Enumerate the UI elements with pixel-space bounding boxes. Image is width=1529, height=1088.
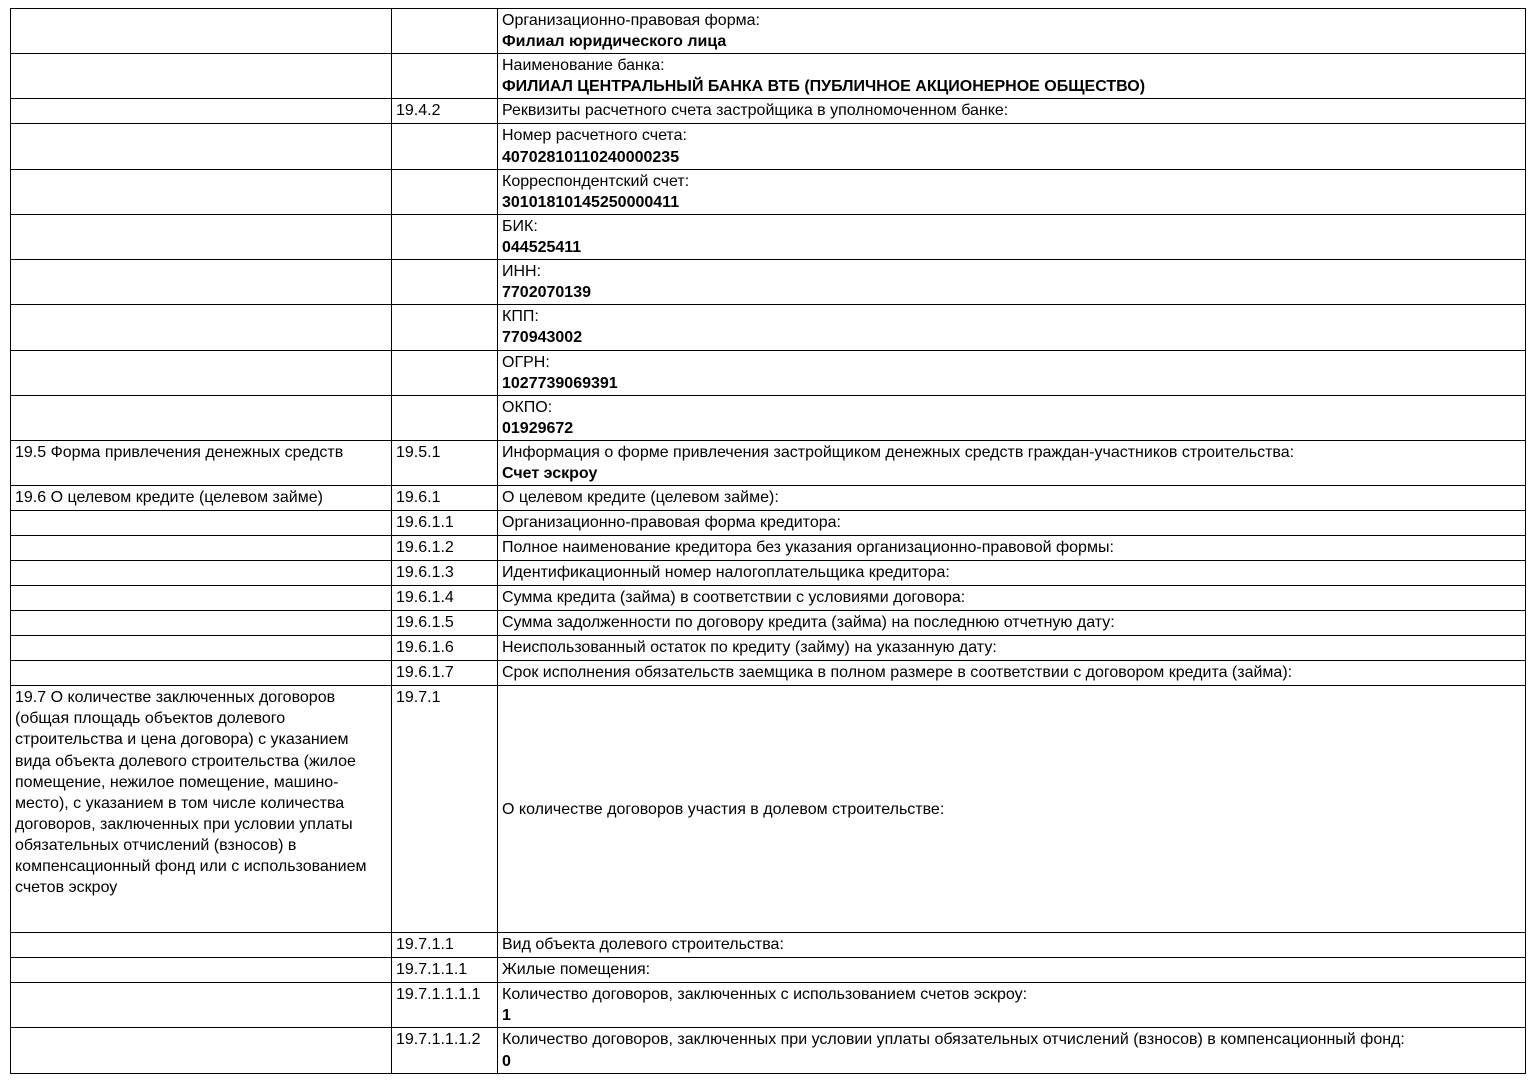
- table-row: [11, 305, 1526, 350]
- field-label: БИК:: [502, 217, 538, 235]
- table-row: [11, 661, 1526, 686]
- section-label: [11, 395, 392, 440]
- declaration-table: [10, 8, 1526, 1074]
- item-number: [392, 214, 498, 259]
- table-row: [11, 983, 1526, 1028]
- item-number: [392, 305, 498, 350]
- field-label: КПП:: [502, 308, 539, 326]
- table-row: [11, 124, 1526, 169]
- field-value: 0: [502, 1052, 511, 1070]
- table-body: [11, 9, 1526, 1074]
- item-content: [498, 440, 1526, 485]
- item-content: [498, 214, 1526, 259]
- item-number: 19.4.2: [392, 99, 498, 124]
- section-label: [11, 983, 392, 1028]
- table-row: [11, 586, 1526, 611]
- item-content: [498, 983, 1526, 1028]
- field-label: Информация о форме привлечения застройщиком денежных средств граждан-участников строительства:: [502, 443, 1295, 461]
- field-value: Счет эскроу: [502, 465, 598, 483]
- item-number: 19.6.1.1: [392, 511, 498, 536]
- item-number: 19.6.1.3: [392, 561, 498, 586]
- field-value: 044525411: [502, 238, 582, 256]
- table-row: [11, 536, 1526, 561]
- item-content: [498, 169, 1526, 214]
- item-number: [392, 169, 498, 214]
- field-value: ФИЛИАЛ ЦЕНТРАЛЬНЫЙ БАНКА ВТБ (ПУБЛИЧНОЕ АКЦИОНЕРНОЕ ОБЩЕСТВО): [502, 78, 1146, 96]
- item-number: 19.7.1: [392, 686, 498, 933]
- section-label: [11, 99, 392, 124]
- item-content: [498, 561, 1526, 586]
- table-row: [11, 958, 1526, 983]
- section-label: [11, 536, 392, 561]
- section-label: [11, 661, 392, 686]
- item-number: [392, 9, 498, 54]
- field-label: Организационно-правовая форма кредитора:: [502, 514, 841, 532]
- item-content: [498, 611, 1526, 636]
- field-label: Жилые помещения:: [502, 961, 651, 979]
- item-number: 19.6.1.5: [392, 611, 498, 636]
- item-content: [498, 99, 1526, 124]
- item-number: 19.5.1: [392, 440, 498, 485]
- item-content: [498, 54, 1526, 99]
- section-label: [11, 611, 392, 636]
- field-label: Полное наименование кредитора без указания организационно-правовой формы:: [502, 539, 1114, 557]
- item-number: 19.6.1.2: [392, 536, 498, 561]
- item-content: [498, 124, 1526, 169]
- item-content: [498, 511, 1526, 536]
- field-value: Филиал юридического лица: [502, 33, 727, 51]
- item-content: [498, 395, 1526, 440]
- field-label: Сумма кредита (займа) в соответствии с условиями договора:: [502, 589, 966, 607]
- field-value: 30101810145250000411: [502, 193, 680, 211]
- section-label: 19.6 О целевом кредите (целевом займе): [11, 486, 392, 511]
- table-row: [11, 636, 1526, 661]
- table-row: [11, 350, 1526, 395]
- item-number: [392, 395, 498, 440]
- section-label: [11, 636, 392, 661]
- field-value: 1: [502, 1007, 511, 1025]
- table-row: [11, 933, 1526, 958]
- section-label: [11, 933, 392, 958]
- table-row: [11, 1028, 1526, 1073]
- item-number: 19.7.1.1.1.2: [392, 1028, 498, 1073]
- item-number: 19.6.1.6: [392, 636, 498, 661]
- section-label: [11, 9, 392, 54]
- field-value: 01929672: [502, 419, 574, 437]
- section-label: [11, 124, 392, 169]
- table-row: [11, 511, 1526, 536]
- section-label: [11, 214, 392, 259]
- table-row: [11, 561, 1526, 586]
- table-row: [11, 99, 1526, 124]
- section-label: [11, 561, 392, 586]
- item-number: 19.7.1.1.1: [392, 958, 498, 983]
- item-content: [498, 305, 1526, 350]
- table-row: [11, 486, 1526, 511]
- item-content: [498, 350, 1526, 395]
- field-label: Наименование банка:: [502, 57, 665, 75]
- item-number: 19.7.1.1.1.1: [392, 983, 498, 1028]
- item-number: 19.7.1.1: [392, 933, 498, 958]
- field-value: 7702070139: [502, 284, 591, 302]
- field-value: 770943002: [502, 329, 583, 347]
- section-label: [11, 958, 392, 983]
- field-label: Реквизиты расчетного счета застройщика в уполномоченном банке:: [502, 102, 1009, 120]
- field-label: Количество договоров, заключенных с использованием счетов эскроу:: [502, 986, 1028, 1004]
- section-label: [11, 260, 392, 305]
- section-label: [11, 54, 392, 99]
- item-content: [498, 260, 1526, 305]
- item-content: [498, 958, 1526, 983]
- field-label: Срок исполнения обязательств заемщика в полном размере в соответствии с договором кредита (займа):: [502, 664, 1293, 682]
- field-label: Неиспользованный остаток по кредиту (займу) на указанную дату:: [502, 639, 997, 657]
- section-label: [11, 169, 392, 214]
- field-label: Организационно-правовая форма:: [502, 12, 760, 29]
- item-content: [498, 661, 1526, 686]
- field-label: О целевом кредите (целевом займе):: [502, 489, 779, 507]
- table-row: [11, 686, 1526, 933]
- section-label: 19.5 Форма привлечения денежных средств: [11, 440, 392, 485]
- table-row: [11, 395, 1526, 440]
- section-label: [11, 511, 392, 536]
- field-label: О количестве договоров участия в долевом строительстве:: [502, 800, 945, 818]
- table-row: [11, 54, 1526, 99]
- table-row: [11, 169, 1526, 214]
- table-row: [11, 440, 1526, 485]
- item-content: [498, 933, 1526, 958]
- section-label: [11, 586, 392, 611]
- item-content: [498, 586, 1526, 611]
- field-label: Количество договоров, заключенных при условии уплаты обязательных отчислений (взносов) в компенсационный фонд:: [502, 1031, 1405, 1049]
- field-value: 40702810110240000235: [502, 148, 680, 166]
- item-content: [498, 9, 1526, 54]
- table-row: [11, 611, 1526, 636]
- table-row: [11, 260, 1526, 305]
- item-number: [392, 260, 498, 305]
- field-label: Сумма задолженности по договору кредита (займа) на последнюю отчетную дату:: [502, 614, 1115, 632]
- field-label: ОГРН:: [502, 353, 550, 371]
- section-label: [11, 305, 392, 350]
- item-content: [498, 636, 1526, 661]
- section-label: [11, 1028, 392, 1073]
- field-label: Идентификационный номер налогоплательщика кредитора:: [502, 564, 950, 582]
- section-label: [11, 350, 392, 395]
- table-row: [11, 9, 1526, 54]
- field-label: Корреспондентский счет:: [502, 172, 690, 190]
- field-value: 1027739069391: [502, 374, 618, 392]
- field-label: ОКПО:: [502, 398, 553, 416]
- item-content: [498, 536, 1526, 561]
- item-number: [392, 54, 498, 99]
- field-label: Вид объекта долевого строительства:: [502, 936, 784, 954]
- item-content: [498, 686, 1526, 933]
- section-label: 19.7 О количестве заключенных договоров (общая площадь объектов долевого строительства и цена договора) с указанием вида объекта долевого строительства (жилое помещение, нежилое помещение, машино-место), с указанием в том числе количества договоров, заключенных при условии уплаты обязательных отчислений (взносов) в компенсационный фонд или с использованием счетов эскроу: [11, 686, 392, 933]
- field-label: ИНН:: [502, 263, 542, 281]
- item-number: 19.6.1.7: [392, 661, 498, 686]
- item-content: [498, 486, 1526, 511]
- item-number: 19.6.1: [392, 486, 498, 511]
- table-row: [11, 214, 1526, 259]
- item-number: 19.6.1.4: [392, 586, 498, 611]
- item-content: [498, 1028, 1526, 1073]
- item-number: [392, 350, 498, 395]
- item-number: [392, 124, 498, 169]
- field-label: Номер расчетного счета:: [502, 127, 687, 145]
